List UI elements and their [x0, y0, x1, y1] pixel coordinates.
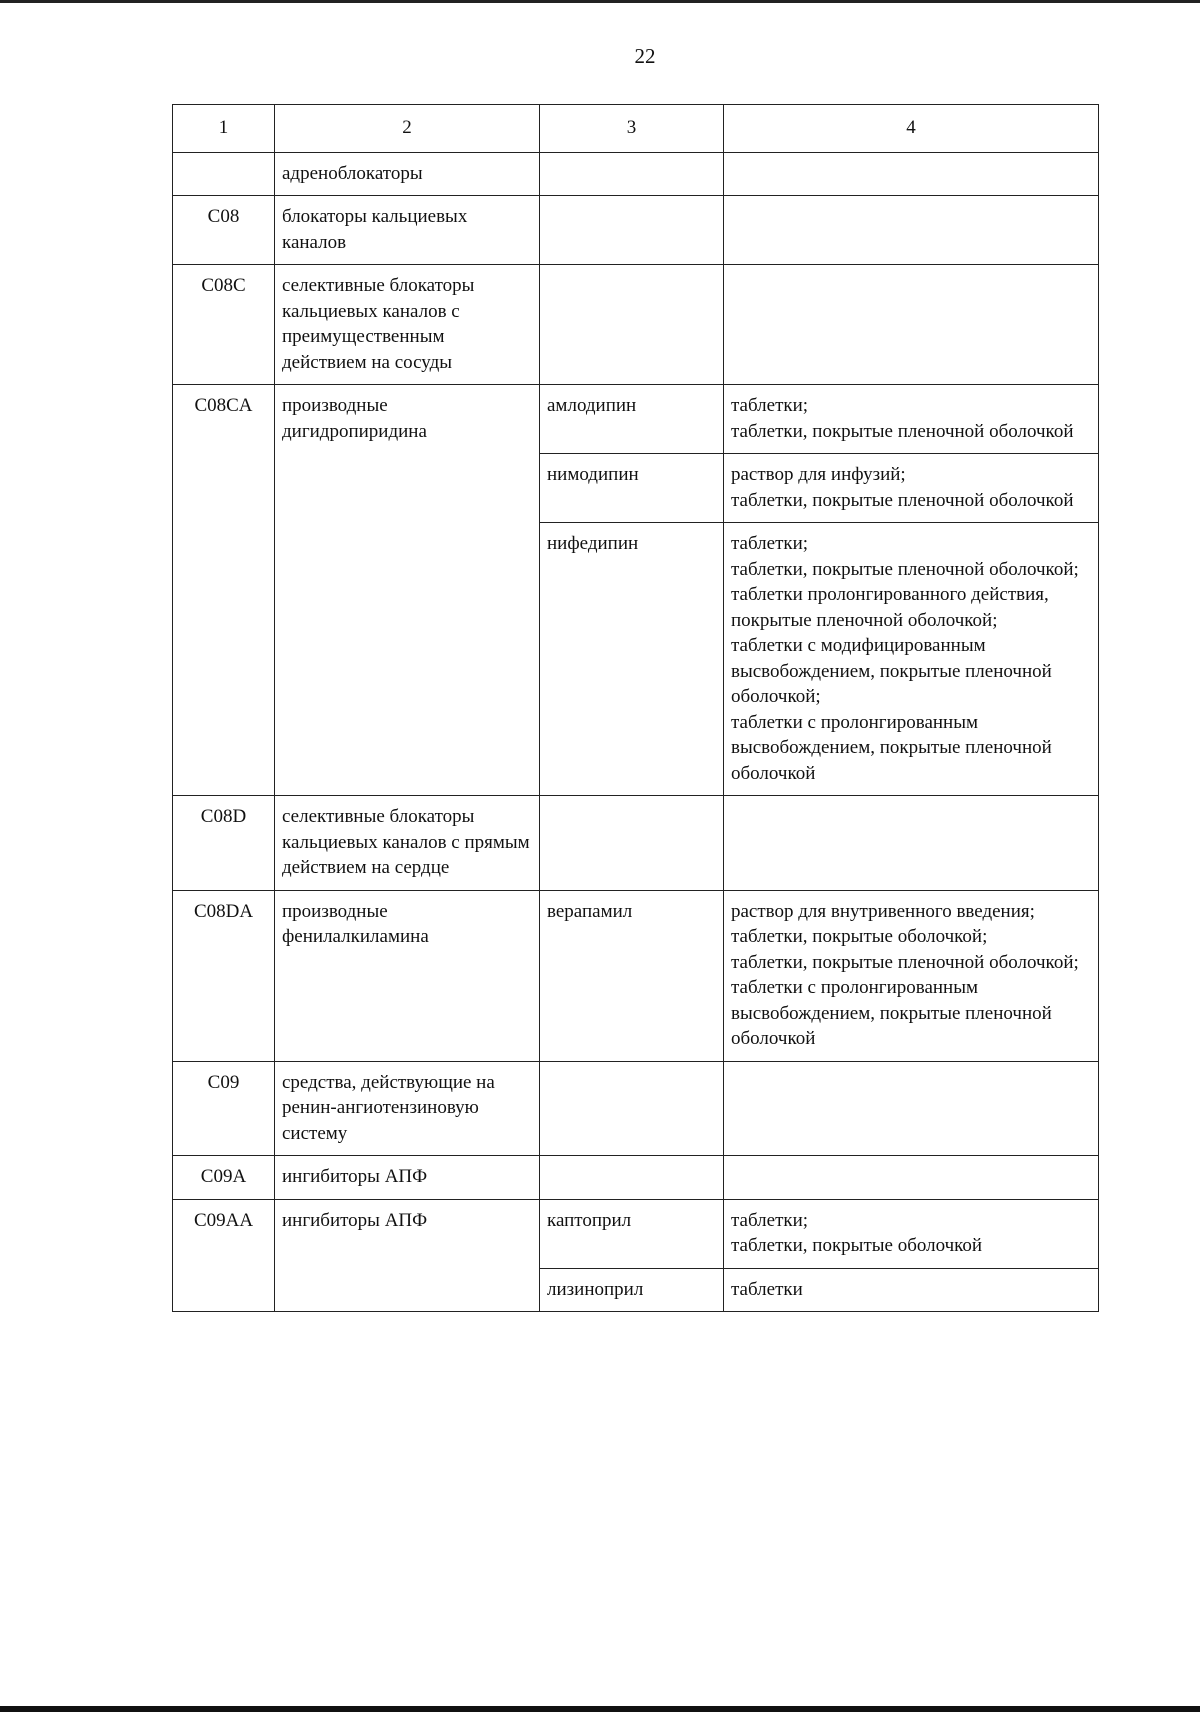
dosage-form: раствор для инфузий; [731, 464, 906, 485]
column-header-3: 3 [540, 105, 724, 153]
table-row [173, 385, 1099, 454]
table-row [173, 1061, 1099, 1156]
dosage-form: таблетки, покрытые пленочной оболочкой [731, 420, 1074, 442]
dosage-forms-cell [724, 1061, 1099, 1156]
table-row [173, 1156, 1099, 1200]
group-name-cell: производные фенилалкиламина [275, 890, 540, 1061]
dosage-form: таблетки, покрытые оболочкой; [731, 926, 988, 947]
column-header-4: 4 [724, 105, 1099, 153]
group-name-cell: ингибиторы АПФ [275, 1199, 540, 1312]
table-row [173, 890, 1099, 1061]
atc-code-cell: C08 [173, 196, 275, 265]
dosage-form: таблетки с модифицированным высвобождением, покрытые пленочной оболочкой; [731, 635, 1052, 707]
dosage-forms-cell [724, 1268, 1099, 1312]
column-header-1: 1 [173, 105, 275, 153]
drug-name-cell [540, 152, 724, 196]
group-name-cell: производные дигидропиридина [275, 385, 540, 796]
dosage-form: таблетки; [731, 533, 809, 554]
group-name-cell: ингибиторы АПФ [275, 1156, 540, 1200]
dosage-forms-cell [724, 523, 1099, 796]
table-header-row [173, 105, 1099, 153]
atc-code-cell: C08C [173, 265, 275, 385]
drug-name-cell: нимодипин [540, 454, 724, 523]
dosage-form: таблетки с пролонгированным высвобождением, покрытые пленочной оболочкой [731, 711, 1052, 784]
table-row [173, 152, 1099, 196]
page-number: 22 [634, 44, 656, 68]
group-name-cell: блокаторы кальциевых каналов [275, 196, 540, 265]
atc-code-cell: C09AA [173, 1199, 275, 1312]
dosage-form: таблетки, покрытые пленочной оболочкой; [731, 558, 1079, 580]
dosage-forms-cell [724, 152, 1099, 196]
atc-code-cell: C08CA [173, 385, 275, 796]
dosage-form: таблетки, покрытые пленочной оболочкой; [731, 951, 1079, 973]
table-row [173, 1199, 1099, 1268]
dosage-form: таблетки; [731, 395, 809, 416]
dosage-form: таблетки [731, 1278, 803, 1300]
group-name-cell: селективные блокаторы кальциевых каналов с преимущественным действием на сосуды [275, 265, 540, 385]
dosage-form: таблетки с пролонгированным высвобождением, покрытые пленочной оболочкой [731, 977, 1052, 1049]
drug-name-cell: амлодипин [540, 385, 724, 454]
drug-name-cell [540, 796, 724, 891]
table-row [173, 796, 1099, 891]
group-name-cell: адреноблокаторы [275, 152, 540, 196]
drug-name-cell: каптоприл [540, 1199, 724, 1268]
drug-name-cell [540, 265, 724, 385]
drug-name-cell [540, 196, 724, 265]
drug-name-cell [540, 1156, 724, 1200]
atc-code-cell: C09 [173, 1061, 275, 1156]
dosage-form: раствор для внутривенного введения; [731, 900, 1035, 922]
dosage-forms-cell [724, 385, 1099, 454]
drug-name-cell: лизиноприл [540, 1268, 724, 1312]
dosage-form: таблетки; [731, 1209, 809, 1231]
dosage-form: таблетки, покрытые оболочкой [731, 1235, 983, 1256]
dosage-forms-cell [724, 196, 1099, 265]
dosage-forms-cell [724, 265, 1099, 385]
atc-code-cell: C09A [173, 1156, 275, 1200]
atc-code-cell: C08D [173, 796, 275, 891]
dosage-form: таблетки пролонгированного действия, покрытые пленочной оболочкой; [731, 584, 1049, 631]
group-name-cell: селективные блокаторы кальциевых каналов с прямым действием на сердце [275, 796, 540, 891]
table-row [173, 265, 1099, 385]
dosage-forms-cell [724, 1199, 1099, 1268]
dosage-forms-cell [724, 890, 1099, 1061]
atc-code-cell: C08DA [173, 890, 275, 1061]
atc-code-cell [173, 152, 275, 196]
table-row [173, 196, 1099, 265]
drug-name-cell: нифедипин [540, 523, 724, 796]
dosage-forms-cell [724, 796, 1099, 891]
dosage-forms-cell [724, 1156, 1099, 1200]
dosage-forms-cell [724, 454, 1099, 523]
drug-name-cell [540, 1061, 724, 1156]
group-name-cell: средства, действующие на ренин-ангиотензиновую систему [275, 1061, 540, 1156]
dosage-form: таблетки, покрытые пленочной оболочкой [731, 489, 1074, 511]
drug-list-table [172, 104, 1099, 1312]
drug-name-cell: верапамил [540, 890, 724, 1061]
column-header-2: 2 [275, 105, 540, 153]
bottom-page-rule [0, 1706, 1200, 1712]
top-page-rule [0, 0, 1200, 3]
